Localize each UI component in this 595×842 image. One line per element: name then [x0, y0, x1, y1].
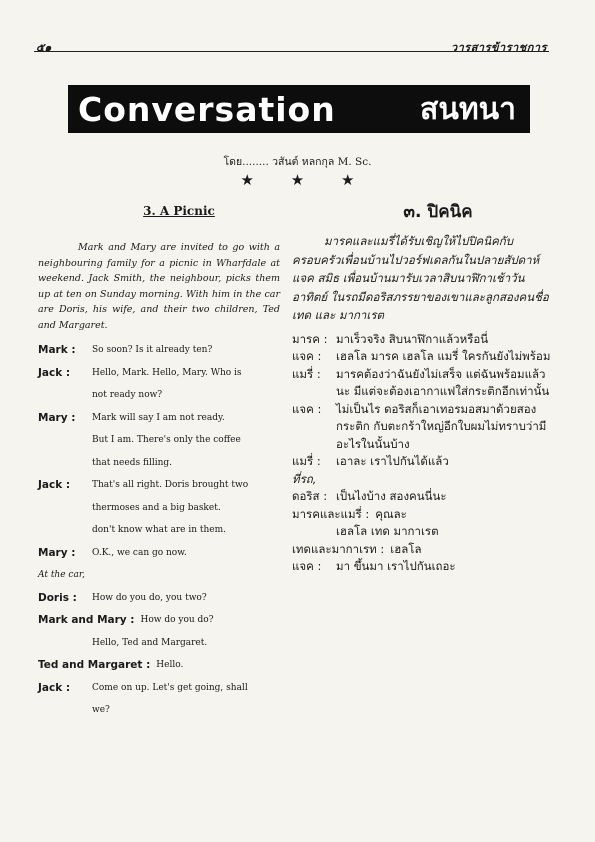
- thai-speaker: มารค :: [292, 331, 328, 346]
- thai-dialogue-line: [292, 366, 554, 401]
- thai-speaker: แจค :: [292, 349, 322, 364]
- star-divider: ★ ★ ★: [240, 171, 355, 189]
- english-utterance: Hello, Ted and Margaret.: [92, 637, 208, 648]
- english-dialogue: [38, 339, 280, 722]
- thai-speaker: แจค :: [292, 401, 322, 416]
- thai-utterance: คุณละ: [375, 506, 407, 521]
- english-dialogue-line: [38, 362, 280, 407]
- thai-dialogue-line: [292, 558, 554, 576]
- thai-utterance: มารคต้องว่าฉันยังไม่เสร็จ แต่ฉันพร้อมแล้วนะ มีแต่จะต้องเอากาแฟใส่กระติกอีกเท่านั้น: [336, 366, 550, 399]
- thai-dialogue-line: [292, 331, 554, 349]
- thai-heading: ๓. ปิคนิค: [403, 202, 473, 222]
- english-dialogue-line: [38, 654, 280, 677]
- thai-utterance: เฮลโล: [390, 541, 422, 556]
- thai-utterance: มาเร็วจริง สิบนาฬิกาแล้วหรือนี่: [336, 331, 489, 346]
- english-dialogue-line: [38, 407, 280, 475]
- thai-dialogue-line: [292, 523, 554, 541]
- thai-utterance: เฮลโล มารค เฮลโล แมรี่ ใครกันยังไม่พร้อม: [336, 349, 551, 364]
- thai-speaker: มารคและแมรี่ :: [292, 506, 370, 521]
- english-speaker: Jack :: [38, 479, 71, 491]
- english-dialogue-line: [38, 587, 280, 610]
- thai-speaker: เทดและมากาเรท :: [292, 541, 385, 556]
- thai-utterance: เอาละ เราไปกันได้แล้ว: [336, 454, 449, 469]
- thai-speaker: แมรี่ :: [292, 454, 321, 469]
- english-dialogue-line: [38, 339, 280, 362]
- thai-dialogue-line: [292, 401, 554, 454]
- thai-utterance: เป็นไงบ้าง สองคนนี่นะ: [336, 489, 447, 504]
- english-speaker: Mary :: [38, 411, 76, 424]
- english-heading: 3. A Picnic: [143, 204, 215, 218]
- banner-title-th: สนทนา: [420, 91, 516, 127]
- banner-title-en: Conversation: [78, 89, 336, 129]
- thai-utterance: เฮลโล เทด มากาเรต: [336, 524, 439, 539]
- english-utterance: Come on up. Let's get going, shall we?: [92, 682, 248, 715]
- english-speaker: Jack :: [38, 681, 71, 694]
- english-dialogue-line: [38, 677, 280, 722]
- english-speaker: Doris :: [38, 591, 77, 604]
- thai-column: [292, 198, 554, 576]
- english-utterance: Mark will say I am not ready. But I am. There's only the coffee that needs filling.: [92, 412, 241, 468]
- english-dialogue-line: [38, 542, 280, 565]
- thai-intro: มารคและแมรี่ได้รับเชิญให้ไปปิคนิคกับครอบครัวเพื่อนบ้านไปวอร์ฟเดลกันในปลายสัปดาห์ แจค สมิธ เพื่อนบ้านมารับเวลาสิบนาฬิกาเช้าวันอาทิตย์ ในรถมีดอริสภรรยาของเขาและลูกสองคนชื่อ เทด และ มากาเรต: [292, 234, 549, 323]
- english-intro: Mark and Mary are invited to go with a neighbouring family for a picnic in Wharfdale at weekend. Jack Smith, the neighbour, picks them up at ten on Sunday morning. With him in the car are Doris, his wife, and their two children, Ted and Margaret.: [38, 242, 280, 331]
- author-byline: โดย........ วสันต์ หลกกุล M. Sc.: [223, 156, 372, 168]
- english-utterance: That's all right. Doris brought two thermoses and a big basket. don't know what are in them.: [92, 480, 249, 535]
- header-rule: [34, 51, 549, 52]
- english-speaker: Ted and Margaret :: [38, 659, 151, 671]
- thai-speaker: ดอริส :: [292, 489, 328, 504]
- english-utterance: How do you do?: [140, 615, 214, 625]
- thai-utterance: ไม่เป็นไร ดอริสก็เอาเทอรมอสมาด้วยสองกระติก กับตะกร้าใหญ่อีกใบผมไม่ทราบว่ามีอะไรในนั้นบ้าง: [336, 401, 547, 451]
- thai-dialogue-line: [292, 541, 554, 559]
- thai-speaker: แมรี่ :: [292, 366, 321, 381]
- title-banner: [68, 85, 530, 133]
- english-utterance: Hello, Mark. Hello, Mary. Who is not ready now?: [92, 367, 242, 400]
- thai-dialogue: [292, 331, 554, 576]
- thai-dialogue-line: [292, 488, 554, 506]
- thai-stage-note: ที่รถ,: [292, 471, 317, 486]
- thai-dialogue-line: [292, 453, 554, 471]
- english-stage-note: At the car,: [38, 570, 85, 580]
- english-speaker: Mary :: [38, 546, 76, 559]
- english-utterance: Hello.: [156, 660, 184, 670]
- english-speaker: Jack :: [38, 366, 71, 379]
- english-utterance: So soon? Is it already ten?: [92, 345, 213, 355]
- thai-dialogue-line: [292, 506, 554, 524]
- english-utterance: How do you do, you two?: [92, 592, 207, 603]
- journal-title: วารสารข้าราชการ: [450, 41, 547, 54]
- english-dialogue-line: [38, 474, 280, 542]
- thai-dialogue-line: [292, 348, 554, 366]
- thai-utterance: มา ขึ้นมา เราไปกันเถอะ: [336, 559, 456, 574]
- english-dialogue-line: [38, 609, 280, 632]
- english-speaker: Mark :: [38, 344, 76, 356]
- english-dialogue-line: [38, 632, 280, 655]
- english-utterance: O.K., we can go now.: [92, 547, 187, 558]
- page-number: ๕๑: [36, 41, 52, 54]
- english-speaker: Mark and Mary :: [38, 614, 135, 626]
- english-column: [38, 198, 280, 722]
- thai-speaker: แจค :: [292, 559, 322, 574]
